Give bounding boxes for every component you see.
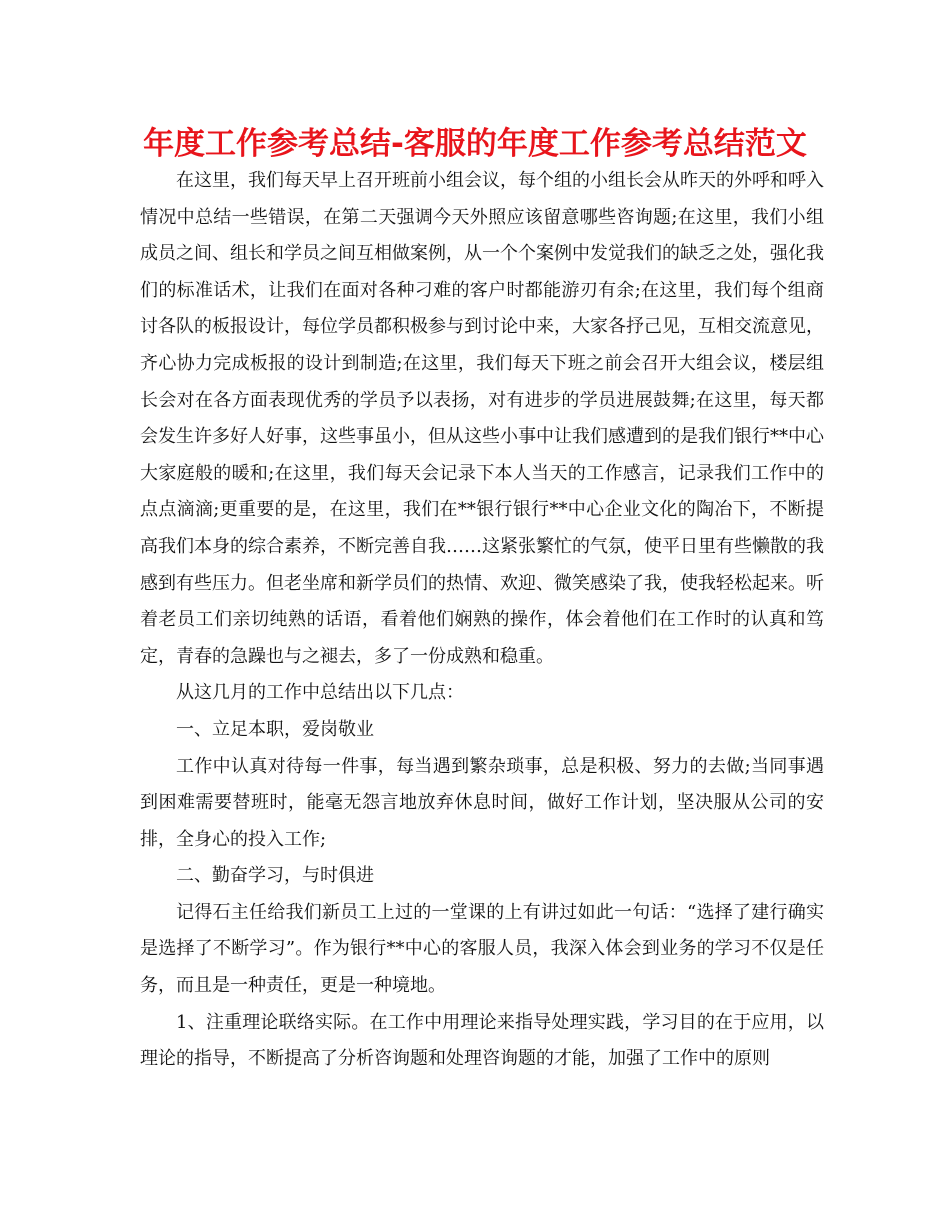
- paragraph: 从这几月的工作中总结出以下几点：: [176, 682, 464, 704]
- section-heading: 一、立足本职，爱岗敬业: [176, 718, 374, 740]
- paragraph: 工作中认真对待每一件事，每当遇到繁杂琐事，总是积极、努力的去做;当同事遇到困难需要替班时，能毫无怨言地放弃休息时间，做好工作计划，坚决服从公司的安排，全身心的投入工作;: [140, 755, 824, 850]
- document-body: [140, 163, 824, 1078]
- paragraph: 记得石主任给我们新员工上过的一堂课的上有讲过如此一句话：“选择了建行确实是选择了不断学习”。作为银行**中心的客服人员，我深入体会到业务的学习不仅是任务，而且是一种责任，更是一种境地。: [140, 901, 824, 997]
- section-heading: 二、勤奋学习，与时俱进: [176, 865, 374, 887]
- paragraph: 1、注重理论联络实际。在工作中用理论来指导处理实践，学习目的在于应用，以理论的指导，不断提高了分析咨询题和处理咨询题的才能，加强了工作中的原则: [140, 1011, 824, 1070]
- document-title: 年度工作参考总结-客服的年度工作参考总结范文: [143, 126, 807, 162]
- paragraph: 在这里，我们每天早上召开班前小组会议，每个组的小组长会从昨天的外呼和呼入情况中总结一些错误，在第二天强调今天外照应该留意哪些咨询题;在这里，我们小组成员之间、组长和学员之间互相做案例，从一个个案例中发觉我们的缺乏之处，强化我们的标准话术，让我们在面对各种刁难的客户时都能游刃有余;在这里，我们每个组商讨各队的板报设计，每位学员都积极参与到讨论中来，大家各抒己见，互相交流意见，齐心协力完成板报的设计到制造;在这里，我们每天下班之前会召开大组会议，楼层组长会对在各方面表现优秀的学员予以表扬，对有进步的学员进展鼓舞;在这里，每天都会发生许多好人好事，这些事虽小，但从这些小事中让我们感遭到的是我们银行**中心大家庭般的暖和;在这里，我们每天会记录下本人当天的工作感言，记录我们工作中的点点滴滴;更重要的是，在这里，我们在**银行银行**中心企业文化的陶冶下，不断提高我们本身的综合素养，不断完善自我……这紧张繁忙的气氛，使平日里有些懒散的我感到有些压力。但老坐席和新学员们的热情、欢迎、微笑感染了我，使我轻松起来。听着老员工们亲切纯熟的话语，看着他们娴熟的操作，体会着他们在工作时的认真和笃定，青春的急躁也与之褪去，多了一份成熟和稳重。: [140, 170, 824, 667]
